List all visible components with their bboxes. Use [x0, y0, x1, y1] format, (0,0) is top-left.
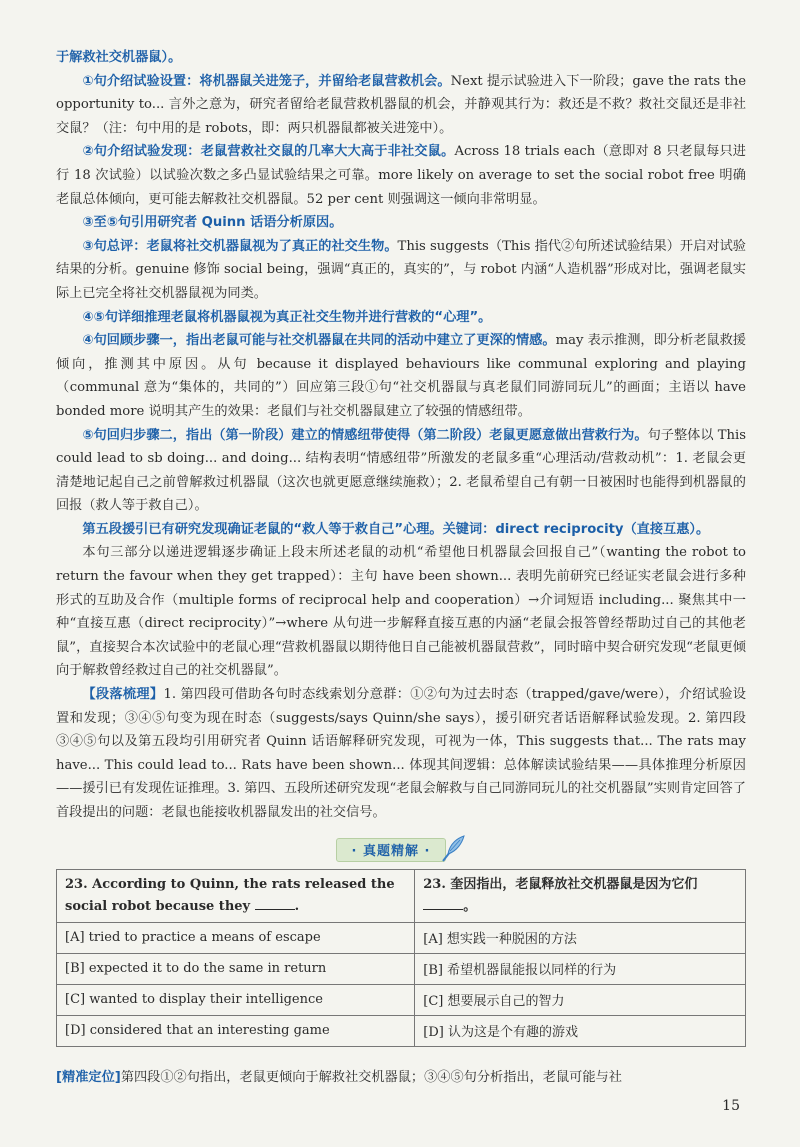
- quill-pen-icon: [440, 835, 466, 863]
- paragraph: [56, 306, 746, 330]
- paragraph: [56, 424, 746, 518]
- highlight-text: 于解救社交机器鼠）。: [56, 50, 182, 65]
- highlight-text: 第五段援引已有研究发现确证老鼠的“救人等于救自己”心理。关键词：direct reciprocity（直接互惠）。: [82, 521, 710, 537]
- option-en: [A] tried to practice a means of escape: [57, 922, 415, 953]
- body-text: 第四段①②句指出，老鼠更倾向于解救社交机器鼠；③④⑤句分析指出，老鼠可能与社: [120, 1070, 622, 1085]
- paragraph: [56, 329, 746, 423]
- body-text: may 表示推测，即分析老鼠救援倾向，推测其中原因。从句 because it displayed behaviours like communal exploring and playing（communal 意为“集体的，共同的”）回应第三段①句“社交机器鼠与真老鼠们同游同玩儿”的画面；主语以 have bonded more 说明其产生的效果：老鼠们与社交机器鼠建立了较强的情感纽带。: [56, 333, 746, 419]
- highlight-text: ①句介绍试验设置：将机器鼠关进笼子，并留给老鼠营救机会。: [82, 73, 451, 89]
- option-en: [D] considered that an interesting game: [57, 1015, 415, 1046]
- section-title: · 真题精解 ·: [336, 838, 446, 862]
- paragraph: [56, 140, 746, 211]
- table-row: [57, 1015, 746, 1046]
- option-zh: [C] 想要展示自己的智力: [415, 984, 746, 1015]
- question-table: [56, 869, 746, 1047]
- paragraph: [56, 70, 746, 141]
- highlight-text: ④句回顾步骤一，指出老鼠可能与社交机器鼠在共同的活动中建立了更深的情感。: [82, 333, 556, 349]
- body-text: Next 提示试验进入下一阶段；gave the rats the opportunity to... 言外之意为，研究者留给老鼠营救机器鼠的机会，并静观其行为：救还是不救？救社交鼠还是非社交鼠？（注：句中用的是 robots，即：两只机器鼠都被关进笼中）。: [56, 73, 746, 136]
- body-text: 1. 第四段可借助各句时态线索划分意群：①②句为过去时态（trapped/gave/were），介绍试验设置和发现；③④⑤句变为现在时态（suggests/says Quinn/she says），援引研究者话语解释试验发现。2. 第四段③④⑤句以及第五段均引用研究者 Quinn 话语解释研究发现，可视为一体，This suggests that... The rats may have... This could lead to... Rats have been shown... 体现其间逻辑：总体解读试验结果——具体推理分析原因——援引已有发现佐证推理。3. 第四、五段所述研究发现“老鼠会解救与自己同游同玩儿的社交机器鼠”实则肯定回答了首段提出的问题：老鼠也能接收机器鼠发出的社交信号。: [56, 687, 746, 820]
- table-row: [57, 869, 746, 922]
- option-en: [C] wanted to display their intelligence: [57, 984, 415, 1015]
- table-row: [57, 922, 746, 953]
- highlight-text: ④⑤句详细推理老鼠将机器鼠视为真正社交生物并进行营救的“心理”。: [82, 309, 492, 325]
- question-stem-zh: 23. 奎因指出，老鼠释放社交机器鼠是因为它们。: [415, 869, 746, 922]
- paragraph: [56, 518, 746, 542]
- paragraph: [56, 235, 746, 306]
- paragraph: [56, 1066, 756, 1090]
- footer-note: [56, 1066, 756, 1090]
- paragraph: [56, 211, 746, 235]
- paragraph: [56, 46, 746, 70]
- highlight-text: ③句总评：老鼠将社交机器鼠视为了真正的社交生物。: [82, 238, 398, 254]
- table-row: [57, 984, 746, 1015]
- body-text: 句子整体以 This could lead to sb doing... and doing... 结构表明“情感纽带”所激发的老鼠多重“心理活动/营救动机”：1. 老鼠会更清楚地记起自己之前曾解救过机器鼠（这次也就更愿意继续施救）；2. 老鼠希望自己有朝一日被困时也能得到机器鼠的回报（救人等于救自己）。: [56, 427, 747, 514]
- highlight-text: ⑤句回归步骤二，指出（第一阶段）建立的情感纽带使得（第二阶段）老鼠更愿意做出营救行为。: [82, 427, 648, 443]
- answer-blank: [423, 897, 463, 910]
- body-text: Across 18 trials each（意即对 8 只老鼠每只进行 18 次试验）以试验次数之多凸显试验结果之可靠。more likely on average to set the social robot free 明确老鼠总体倾向，更可能去解救社交机器鼠。52 per cent 则强调这一倾向非常明显。: [56, 144, 746, 207]
- paragraph: [56, 541, 746, 683]
- question-stem-en: 23. According to Quinn, the rats released the social robot because they .: [57, 869, 415, 922]
- page-content: [56, 46, 746, 1047]
- paragraph: [56, 683, 746, 825]
- answer-blank: [255, 897, 295, 910]
- option-zh: [D] 认为这是个有趣的游戏: [415, 1015, 746, 1046]
- option-zh: [A] 想实践一种脱困的方法: [415, 922, 746, 953]
- section-header: [336, 835, 466, 863]
- highlight-text: ②句介绍试验发现：老鼠营救社交鼠的几率大大高于非社交鼠。: [82, 144, 455, 160]
- table-row: [57, 953, 746, 984]
- section-tag: 【段落梳理】: [82, 687, 164, 703]
- section-tag: [精准定位]: [56, 1070, 121, 1085]
- body-text: This suggests（This 指代②句所述试验结果）开启对试验结果的分析。genuine 修饰 social being，强调“真正的，真实的”，与 robot 内涵“人造机器”形成对比，强调老鼠实际上已完全将社交机器鼠视为同类。: [56, 238, 746, 301]
- highlight-text: ③至⑤句引用研究者 Quinn 话语分析原因。: [82, 215, 343, 231]
- body-text: 本句三部分以递进逻辑逐步确证上段末所述老鼠的动机“希望他日机器鼠会回报自己”（wanting the robot to return the favour when they get trapped）：主句 have been shown... 表明先前研究已经证实老鼠会进行多种形式的互助及合作（multiple forms of reciprocal help and cooperation）→介词短语 including... 聚焦其中一种“直接互惠（direct reciprocity）”→where 从句进一步解释直接互惠的内涵“老鼠会报答曾经帮助过自己的其他老鼠”，直接契合本次试验中的老鼠心理“营救机器鼠以期待他日自己能被机器鼠营救”，同时暗中契合研究发现“老鼠更倾向于解救曾经救过自己的社交机器鼠”。: [56, 545, 746, 679]
- page-number: 15: [722, 1098, 740, 1114]
- option-en: [B] expected it to do the same in return: [57, 953, 415, 984]
- option-zh: [B] 希望机器鼠能报以同样的行为: [415, 953, 746, 984]
